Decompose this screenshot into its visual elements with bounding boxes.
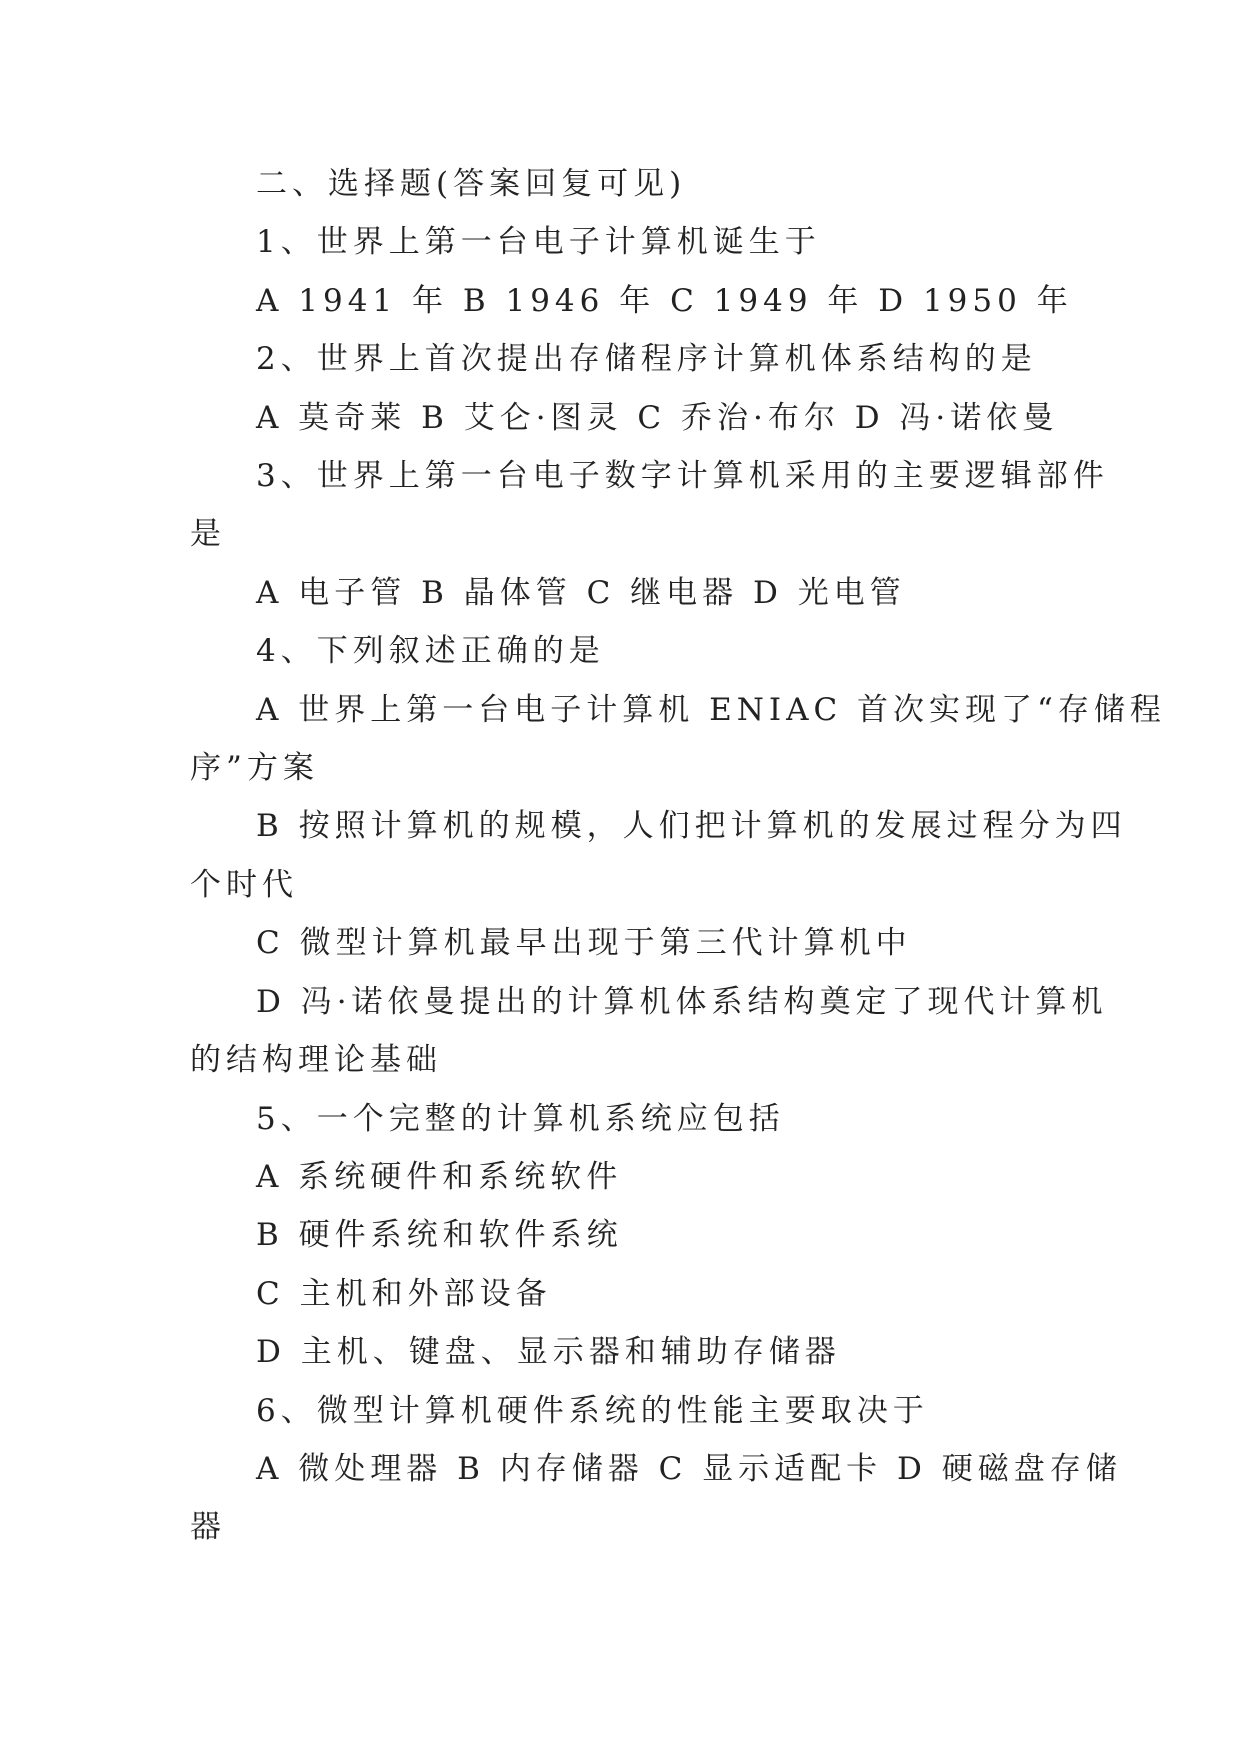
question-2-options: A 莫奇莱 B 艾仑·图灵 C 乔治·布尔 D 冯·诺依曼 xyxy=(256,399,1059,436)
section-title: 二、选择题(答案回复可见) xyxy=(256,166,687,202)
question-3-stem: 3、世界上第一台电子数字计算机采用的主要逻辑部件 xyxy=(256,458,1109,495)
question-4-option-a: A 世界上第一台电子计算机 ENIAC 首次实现了“存储程 xyxy=(256,691,1166,728)
question-4-option-d: D 冯·诺依曼提出的计算机体系结构奠定了现代计算机 xyxy=(256,983,1108,1020)
question-4-option-b: B 按照计算机的规模，人们把计算机的发展过程分为四 xyxy=(256,808,1127,845)
question-5-option-c: C 主机和外部设备 xyxy=(256,1275,552,1312)
question-4-option-a-continued: 序”方案 xyxy=(190,750,319,787)
question-5-option-a: A 系统硬件和系统软件 xyxy=(256,1158,623,1195)
question-6-options-continued: 器 xyxy=(190,1509,226,1546)
question-3-options: A 电子管 B 晶体管 C 继电器 D 光电管 xyxy=(256,574,906,611)
question-2-stem: 2、世界上首次提出存储程序计算机体系结构的是 xyxy=(256,341,1037,378)
question-4-stem: 4、下列叙述正确的是 xyxy=(256,633,605,670)
question-4-option-d-continued: 的结构理论基础 xyxy=(190,1042,442,1079)
question-1-options: A 1941 年 B 1946 年 C 1949 年 D 1950 年 xyxy=(256,282,1073,319)
question-4-option-c: C 微型计算机最早出现于第三代计算机中 xyxy=(256,925,912,962)
document-body xyxy=(190,155,1166,1557)
question-3-stem-continued: 是 xyxy=(190,516,226,553)
question-1-stem: 1、世界上第一台电子计算机诞生于 xyxy=(256,224,821,261)
question-6-stem: 6、微型计算机硬件系统的性能主要取决于 xyxy=(256,1392,929,1429)
question-5-option-d: D 主机、键盘、显示器和辅助存储器 xyxy=(256,1334,841,1371)
question-5-option-b: B 硬件系统和软件系统 xyxy=(256,1217,623,1254)
question-6-options: A 微处理器 B 内存储器 C 显示适配卡 D 硬磁盘存储 xyxy=(256,1450,1122,1487)
question-4-option-b-continued: 个时代 xyxy=(190,866,298,903)
question-5-stem: 5、一个完整的计算机系统应包括 xyxy=(256,1100,785,1137)
